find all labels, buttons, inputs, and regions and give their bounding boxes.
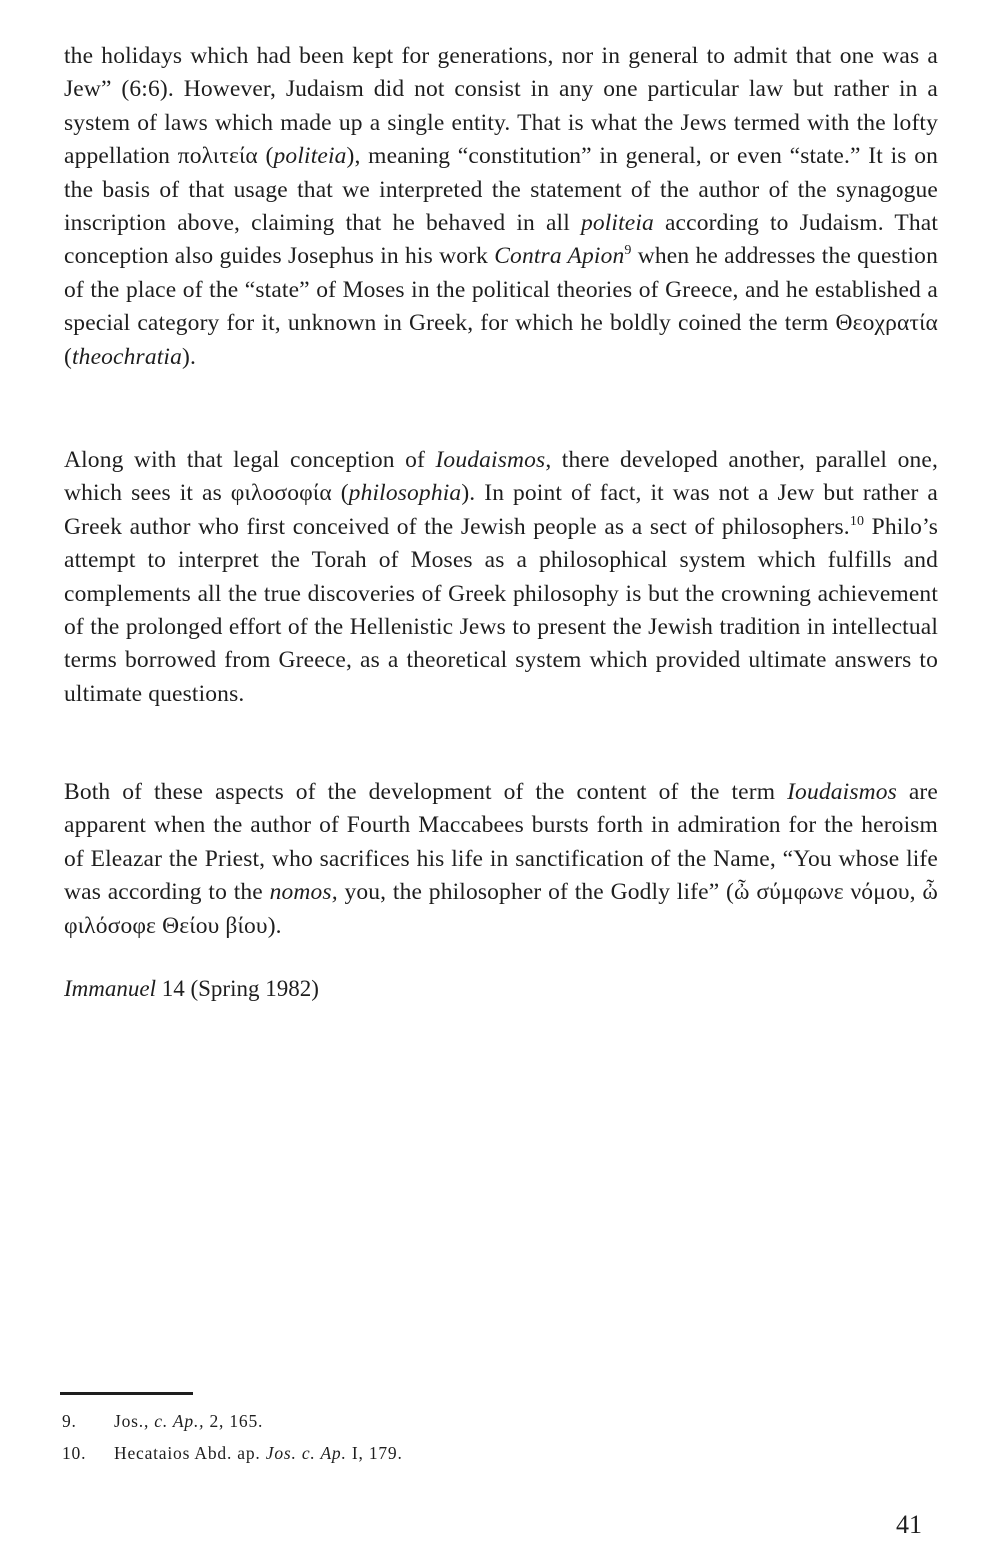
italic-term: c. Ap., — [154, 1411, 205, 1431]
text-run: according to Judaism. That conception also guides Josephus in his work — [64, 210, 938, 270]
footnote-text — [114, 1443, 403, 1463]
text-run: Both of these aspects of the development of the content of the term — [64, 779, 788, 805]
text-run: , there developed another, parallel one, which sees it as φιλοσοφία ( — [64, 447, 938, 507]
footnote-number: 10. — [62, 1443, 87, 1463]
italic-term: politeia — [273, 143, 347, 170]
italic-term: Contra Apion — [494, 243, 625, 270]
italic-term: theochratia — [71, 343, 182, 370]
italic-term: Ioudaismos — [787, 779, 897, 805]
text-run: Jos., — [114, 1411, 155, 1431]
footnote-9 — [62, 1410, 263, 1432]
footnote-number: 9. — [62, 1411, 77, 1431]
journal-issue: 14 (Spring 1982) — [155, 976, 319, 1001]
journal-title: Immanuel — [64, 976, 156, 1001]
footnote-reference: 10 — [849, 513, 865, 529]
body-paragraph-3 — [64, 776, 938, 943]
footnote-reference: 9 — [624, 243, 632, 259]
page-number: 41 — [896, 1510, 922, 1539]
text-run: ). — [181, 343, 196, 370]
text-run: are apparent when the author of Fourth Maccabees bursts forth in admiration for the heroism of Eleazar the Priest, who sacrifices his life in sanctification of the Name, “You whose life was according to the — [64, 779, 938, 906]
text-run: the holidays which had been kept for generations, nor in general to admit that one was a Jew” (6:6). However, Judaism did not consist in any one particular law but rather in a system of laws which made up a single entity. That is what the Jews termed with the lofty appellation πολιτεία ( — [64, 43, 938, 170]
footnote-divider — [60, 1392, 193, 1395]
text-run: Along with that legal conception of — [64, 447, 436, 473]
text-run: Hecataios Abd. ap. — [114, 1443, 266, 1463]
text-run: when he addresses the question of the place of the “state” of Moses in the political theories of Greece, and he established a special category for it, unknown in Greek, for which he boldly coined the term Θεοχρατία ( — [64, 243, 938, 370]
italic-term: Jos. c. Ap. — [265, 1443, 347, 1463]
italic-term: Ioudaismos — [435, 447, 546, 473]
italic-term: philosophia — [348, 480, 462, 507]
text-run: I, 179. — [346, 1443, 403, 1463]
text-run: Philo’s attempt to interpret the Torah of Moses as a philosophical system which fulfills and complements all the true discoveries of Greek philosophy is but the crowning achievement of the prolonged effort of the Hellenistic Jews to present the Jewish tradition in intellectual terms borrowed from Greece, as a theoretical system which provided ultimate answers to ultimate questions. — [64, 513, 938, 707]
italic-term: politeia — [580, 210, 654, 237]
footnote-10 — [62, 1442, 403, 1464]
body-paragraph-1 — [64, 40, 938, 374]
italic-term: nomos, — [269, 879, 338, 906]
footnote-text — [114, 1411, 263, 1431]
text-run: ), meaning “constitution” in general, or even “state.” It is on the basis of that usage that we interpreted the statement of the author of the synagogue inscription above, claiming that he behaved in all — [64, 143, 938, 237]
text-run: you, the philosopher of the Godly life” (ὦ σύμφωνε νόμου, ὦ φιλόσοφε Θείου βίου). — [64, 879, 938, 939]
text-run: ). In point of fact, it was not a Jew but rather a Greek author who first conceived of the Jewish people as a sect of philosophers. — [64, 480, 938, 540]
source-citation — [64, 974, 319, 1004]
body-paragraph-2 — [64, 444, 938, 711]
text-run: 2, 165. — [204, 1411, 264, 1431]
